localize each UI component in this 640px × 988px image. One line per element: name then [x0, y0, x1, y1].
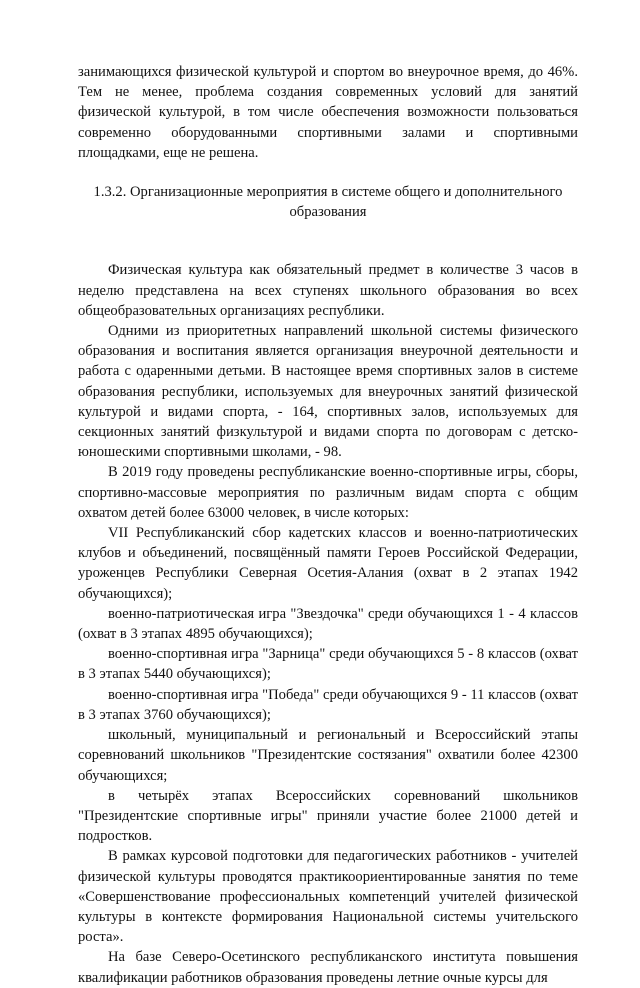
section-heading: [78, 182, 578, 222]
paragraph: Физическая культура как обязательный предмет в количестве 3 часов в неделю представлена на всех ступенях школьного образования во всех общеобразовательных организациях республики.: [78, 262, 578, 319]
paragraph: На базе Северо-Осетинского республиканского института повышения квалификации работников образования проведены летние очные курсы для: [78, 949, 578, 986]
document-page: [78, 62, 578, 988]
list-item: VII Республиканский сбор кадетских классов и военно-патриотических клубов и объединений, посвящённый памяти Героев Российской Федерации, уроженцев Республики Северная Осетия-Алания (охват в 2 этапах 1942 обучающихся);: [78, 525, 578, 602]
section-heading-line-2: образования: [289, 204, 367, 221]
list-item: военно-спортивная игра "Зарница" среди обучающихся 5 - 8 классов (охват в 3 этапах 5440 обучающихся);: [78, 646, 578, 683]
list-item: военно-патриотическая игра "Звездочка" среди обучающихся 1 - 4 классов (охват в 3 этапах 4895 обучающихся);: [78, 605, 578, 643]
list-item: военно-спортивная игра "Победа" среди обучающихся 9 - 11 классов (охват в 3 этапах 3760 обучающихся);: [78, 686, 578, 723]
section-heading-line-1: 1.3.2. Организационные мероприятия в системе общего и дополнительного: [93, 184, 563, 201]
paragraph: В 2019 году проведены республиканские военно-спортивные игры, сборы, спортивно-массовые мероприятия по различным видам спорта с общим охватом детей более 63000 человек, в числе которых:: [78, 464, 578, 521]
list-item: в четырёх этапах Всероссийских соревнований школьников "Президентские спортивные игры" приняли участие более 21000 детей и подростков.: [78, 787, 578, 845]
paragraph: В рамках курсовой подготовки для педагогических работников - учителей физической культуры проводятся практикоориентированные занятия по теме «Совершенствование профессиональных компетенций учителей физической культуры в контексте формирования Национальной системы учительского роста».: [78, 848, 578, 946]
paragraph-continuation: занимающихся физической культурой и спортом во внеурочное время, до 46%. Тем не менее, проблема создания современных условий для занятий физической культурой, в том числе обеспечения возможности пользоваться современно оборудованными спортивными залами и спортивными площадками, еще не решена.: [78, 64, 578, 161]
list-item: школьный, муниципальный и региональный и Всероссийский этапы соревнований школьников "Президентские состязания" охватили более 42300 обучающихся;: [78, 727, 578, 784]
paragraph: Одними из приоритетных направлений школьной системы физического образования и воспитания является организация внеурочной деятельности и работа с одаренными детьми. В настоящее время спортивных залов в системе образования республики, используемых для внеурочных занятий физической культурой и видами спорта, - 164, спортивных залов, используемых для секционных занятий физкультурой и видами спорта по договорам с детско-юношескими спортивными школами, - 98.: [78, 323, 578, 461]
